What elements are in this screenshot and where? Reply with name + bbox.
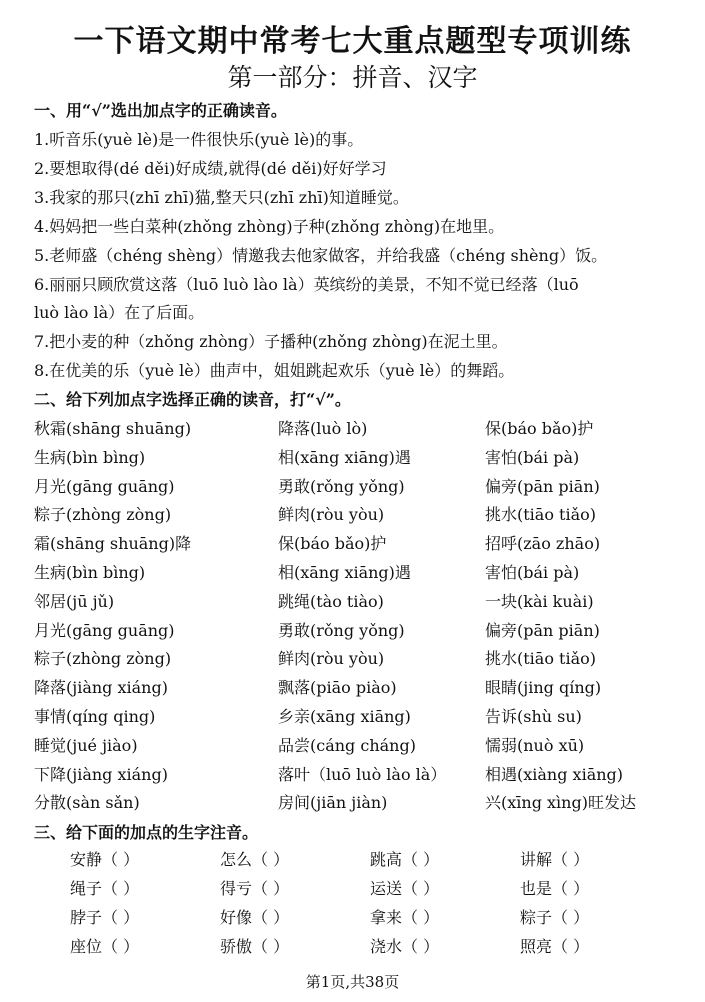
annotate-word-item: 座位（ ） (70, 937, 140, 956)
question-3: 3.我家的那只(zhī zhī)猫,整天只(zhī zhī)知道睡觉。 (34, 188, 409, 207)
annotate-word-item: 讲解（ ） (520, 850, 590, 869)
annotate-word-item: 运送（ ） (370, 879, 440, 898)
pinyin-choice-item: 挑水(tiāo tiǎo) (485, 649, 597, 669)
annotate-word-item: 也是（ ） (520, 879, 590, 898)
pinyin-choice-item: 跳绳(tào tiào) (278, 591, 384, 611)
pinyin-choice-item: 邻居(jū jǔ) (34, 591, 115, 611)
annotate-word-item: 绳子（ ） (70, 879, 140, 898)
pinyin-choice-item: 勇敢(rǒng yǒng) (278, 620, 405, 640)
pinyin-choice-item: 一块(kài kuài) (485, 591, 594, 611)
pinyin-choice-item: 事情(qíng qing) (34, 707, 156, 726)
question-1: 1.听音乐(yuè lè)是一件很快乐(yuè lè)的事。 (34, 130, 364, 149)
pinyin-choice-item: 睡觉(jué jiào) (34, 735, 138, 755)
annotate-word-item: 跳高（ ） (370, 850, 440, 869)
pinyin-choice-item: 鲜肉(ròu yòu) (278, 649, 385, 669)
annotate-word-item: 脖子（ ） (70, 908, 140, 927)
pinyin-choice-item: 挑水(tiāo tiǎo) (485, 505, 597, 525)
section1-heading: 一、用“√”选出加点字的正确读音。 (34, 101, 287, 120)
pinyin-choice-item: 招呼(zāo zhāo) (485, 534, 601, 554)
question-2: 2.要想取得(dé děi)好成绩,就得(dé děi)好好学习 (34, 159, 387, 178)
pinyin-choice-item: 勇敢(rǒng yǒng) (278, 476, 405, 496)
question-4: 4.妈妈把一些白菜种(zhǒng zhòng)子种(zhǒng zhòng)在地里。 (34, 217, 505, 236)
pinyin-choice-item: 眼睛(jing qíng) (485, 678, 602, 698)
pinyin-choice-item: 飘落(piāo piào) (278, 678, 397, 698)
pinyin-choice-item: 房间(jiān jiàn) (278, 793, 388, 813)
pinyin-choice-item: 鲜肉(ròu yòu) (278, 505, 385, 525)
annotate-word-item: 安静（ ） (70, 850, 140, 869)
pinyin-choice-item: 下降(jiàng xiáng) (34, 764, 168, 784)
question-6-cont: luò lào là）在了后面。 (34, 303, 205, 322)
annotate-word-item: 怎么（ ） (220, 850, 290, 869)
pinyin-choice-item: 霜(shāng shuāng)降 (34, 534, 192, 554)
pinyin-choice-item: 相遇(xiàng xiāng) (485, 764, 624, 784)
pinyin-choice-item: 懦弱(nuò xū) (485, 735, 585, 755)
page-subtitle: 第一部分：拼音、汉字 (227, 63, 478, 92)
pinyin-choice-item: 偏旁(pān piān) (485, 476, 600, 496)
pinyin-choice-item: 落叶（luō luò lào là） (278, 764, 447, 784)
question-5: 5.老师盛（chéng shèng）情邀我去他家做客，并给我盛（chéng shèng）饭。 (34, 246, 608, 265)
annotate-word-item: 骄傲（ ） (220, 937, 290, 956)
pinyin-choice-item: 降落(jiàng xiáng) (34, 678, 168, 698)
pinyin-choice-item: 偏旁(pān piān) (485, 620, 600, 640)
pinyin-choice-item: 降落(luò lò) (278, 419, 368, 438)
annotate-word-item: 得亏（ ） (220, 879, 290, 898)
pinyin-choice-item: 兴(xīng xìng)旺发达 (485, 793, 636, 813)
pinyin-choice-item: 粽子(zhòng zòng) (34, 505, 172, 525)
annotate-word-item: 照亮（ ） (520, 937, 590, 956)
pinyin-choice-item: 秋霜(shāng shuāng) (34, 419, 192, 438)
annotate-word-item: 粽子（ ） (520, 908, 590, 927)
pinyin-choice-item: 生病(bìn bìng) (34, 447, 146, 467)
pinyin-choice-item: 月光(gāng guāng) (34, 476, 175, 496)
page-title: 一下语文期中常考七大重点题型专项训练 (73, 24, 632, 59)
pinyin-choice-item: 相(xāng xiāng)遇 (278, 563, 411, 582)
pinyin-choice-item: 害怕(bái pà) (485, 563, 580, 582)
pinyin-choice-item: 月光(gāng guāng) (34, 620, 175, 640)
pinyin-choice-item: 生病(bìn bìng) (34, 563, 146, 582)
pinyin-choice-item: 相(xāng xiāng)遇 (278, 447, 411, 467)
pinyin-choice-item: 保(báo bǎo)护 (485, 419, 594, 438)
pinyin-choice-item: 害怕(bái pà) (485, 447, 580, 467)
question-7: 7.把小麦的种（zhǒng zhòng）子播种(zhǒng zhòng)在泥土里。 (34, 332, 508, 351)
question-6: 6.丽丽只顾欣赏这落（luō luò lào là）英缤纷的美景，不知不觉已经落（luō (34, 275, 579, 294)
section3-heading: 三、给下面的加点的生字注音。 (34, 823, 259, 842)
pinyin-choice-item: 保(báo bǎo)护 (278, 534, 387, 554)
annotate-word-item: 拿来（ ） (370, 908, 440, 927)
annotate-word-item: 好像（ ） (220, 908, 290, 927)
page-footer: 第1页,共38页 (305, 973, 400, 991)
annotate-word-item: 浇水（ ） (370, 937, 440, 956)
pinyin-choice-item: 粽子(zhòng zòng) (34, 649, 172, 669)
question-8: 8.在优美的乐（yuè lè）曲声中，姐姐跳起欢乐（yuè lè）的舞蹈。 (34, 361, 515, 380)
section2-heading: 二、给下列加点字选择正确的读音，打“√”。 (34, 390, 351, 409)
pinyin-choice-item: 告诉(shù su) (485, 707, 582, 726)
pinyin-choice-item: 分散(sàn sǎn) (34, 793, 140, 813)
pinyin-choice-item: 乡亲(xāng xiāng) (278, 707, 411, 726)
pinyin-choice-item: 品尝(cáng cháng) (278, 735, 416, 755)
